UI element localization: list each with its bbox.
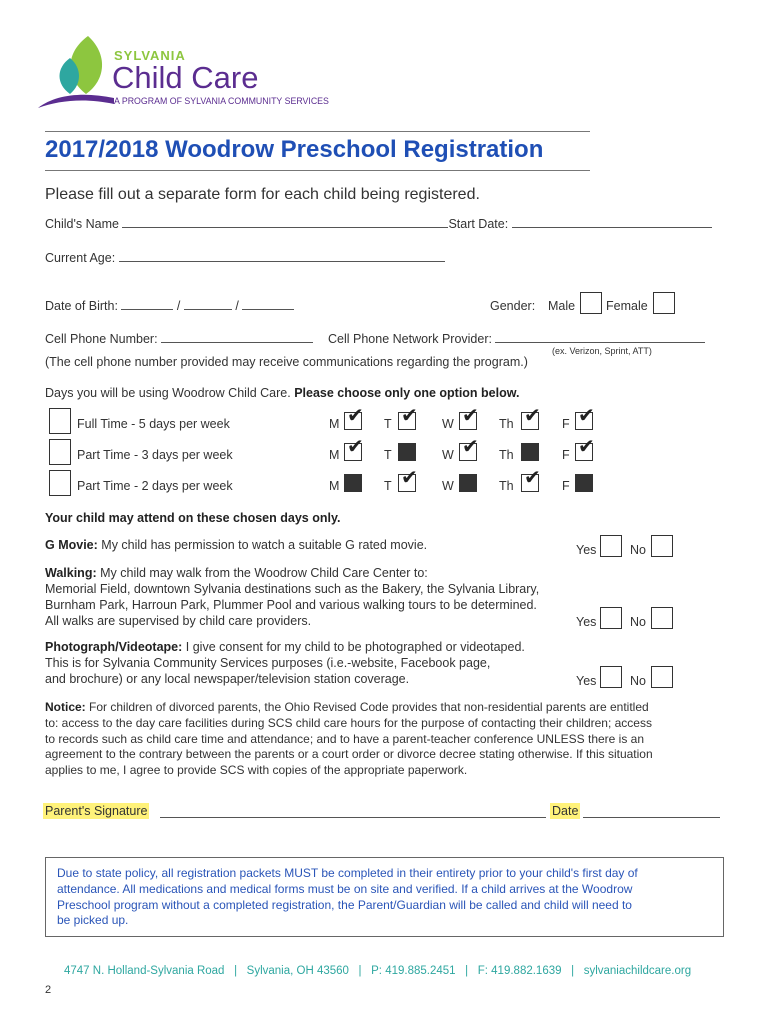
day-label: W bbox=[442, 448, 454, 462]
dob-year-field[interactable] bbox=[242, 309, 294, 310]
g-movie-no-checkbox[interactable] bbox=[651, 535, 673, 557]
walking-yes-checkbox[interactable] bbox=[600, 607, 622, 629]
days-note: Your child may attend on these chosen days only. bbox=[45, 511, 341, 525]
option-checkbox[interactable] bbox=[49, 439, 71, 465]
walking-text: All walks are supervised by child care providers. bbox=[45, 614, 312, 628]
cell-provider-field[interactable] bbox=[495, 342, 705, 343]
photo-yes-checkbox[interactable] bbox=[600, 666, 622, 688]
cell-provider-label: Cell Phone Network Provider: bbox=[328, 332, 492, 346]
checkmark-icon: ✔ bbox=[524, 403, 541, 427]
title-rule-bottom bbox=[45, 170, 590, 171]
photo-yes-label: Yes bbox=[576, 674, 597, 688]
dob-row bbox=[45, 299, 294, 313]
male-label: Male bbox=[548, 299, 576, 313]
cell-phone-label: Cell Phone Number: bbox=[45, 332, 158, 346]
day-checkbox[interactable] bbox=[459, 403, 479, 430]
day-label: Th bbox=[499, 448, 514, 462]
cell-provider-row bbox=[328, 332, 705, 346]
footer-address: 4747 N. Holland-Sylvania Road bbox=[64, 965, 225, 977]
cell-phone-row bbox=[45, 332, 313, 346]
cell-phone-field[interactable] bbox=[161, 342, 313, 343]
day-label: M bbox=[329, 448, 340, 462]
days-intro-bold: Please choose only one option below. bbox=[294, 386, 520, 400]
notice-text: to: access to the day care facilities during SCS child care hours for the purpose of contacting their children; access bbox=[45, 715, 652, 730]
date-label: Date bbox=[552, 804, 579, 818]
g-movie-title: G Movie: bbox=[45, 538, 98, 552]
walking-yes-label: Yes bbox=[576, 615, 597, 629]
checkmark-icon: ✔ bbox=[347, 434, 364, 458]
walking-no-label: No bbox=[630, 615, 646, 629]
checkmark-icon: ✔ bbox=[524, 465, 541, 489]
male-checkbox[interactable] bbox=[580, 292, 602, 314]
day-label: T bbox=[384, 448, 392, 462]
option-label: Part Time - 3 days per week bbox=[77, 448, 233, 462]
day-label: W bbox=[442, 417, 454, 431]
day-checkbox[interactable] bbox=[521, 443, 539, 461]
footer-separator: | bbox=[571, 965, 575, 977]
day-checkbox[interactable] bbox=[344, 474, 362, 492]
footer-separator: | bbox=[234, 965, 238, 977]
checkmark-icon: ✔ bbox=[401, 403, 418, 427]
start-date-label: Start Date: bbox=[448, 217, 509, 231]
option-label: Part Time - 2 days per week bbox=[77, 479, 233, 493]
logo bbox=[36, 32, 356, 112]
footer-city: Sylvania, OH 43560 bbox=[246, 965, 349, 977]
day-label: Th bbox=[499, 479, 514, 493]
footer-separator: | bbox=[465, 965, 469, 977]
title-rule-top bbox=[45, 131, 590, 132]
day-checkbox[interactable] bbox=[521, 465, 541, 492]
day-label: M bbox=[329, 479, 340, 493]
childs-name-label: Child's Name bbox=[45, 217, 119, 231]
g-movie-no-label: No bbox=[630, 543, 646, 557]
day-label: F bbox=[562, 417, 570, 431]
day-checkbox[interactable] bbox=[344, 434, 364, 461]
gender-label: Gender: bbox=[490, 299, 536, 313]
start-date-field[interactable] bbox=[512, 227, 712, 228]
checkmark-icon: ✔ bbox=[347, 403, 364, 427]
subtitle: Please fill out a separate form for each child being registered. bbox=[45, 186, 480, 203]
day-checkbox[interactable] bbox=[575, 434, 595, 461]
day-label: T bbox=[384, 479, 392, 493]
walking-no-checkbox[interactable] bbox=[651, 607, 673, 629]
day-label: M bbox=[329, 417, 340, 431]
day-label: Th bbox=[499, 417, 514, 431]
dob-label: Date of Birth: bbox=[45, 299, 118, 313]
brand-top: SYLVANIA bbox=[114, 48, 186, 63]
checkmark-icon: ✔ bbox=[462, 403, 479, 427]
option-checkbox[interactable] bbox=[49, 408, 71, 434]
dob-month-field[interactable] bbox=[121, 309, 173, 310]
policy-text: Due to state policy, all registration packets MUST be completed in their entirety prior to your child's first day of bbox=[57, 866, 638, 880]
footer bbox=[64, 965, 691, 977]
policy-text: be picked up. bbox=[57, 913, 129, 928]
photo-title: Photograph/Videotape: bbox=[45, 640, 183, 654]
parent-signature-label: Parent's Signature bbox=[45, 804, 148, 818]
brand-tagline: A PROGRAM OF SYLVANIA COMMUNITY SERVICES bbox=[114, 96, 329, 106]
day-checkbox[interactable] bbox=[459, 474, 477, 492]
day-label: W bbox=[442, 479, 454, 493]
female-label: Female bbox=[606, 299, 648, 313]
g-movie-yes-checkbox[interactable] bbox=[600, 535, 622, 557]
day-checkbox[interactable] bbox=[575, 403, 595, 430]
day-checkbox[interactable] bbox=[398, 465, 418, 492]
checkmark-icon: ✔ bbox=[462, 434, 479, 458]
photo-block bbox=[45, 639, 525, 687]
checkmark-icon: ✔ bbox=[578, 403, 595, 427]
page-title: 2017/2018 Woodrow Preschool Registration bbox=[45, 136, 544, 163]
day-checkbox[interactable] bbox=[521, 403, 541, 430]
day-checkbox[interactable] bbox=[398, 443, 416, 461]
checkmark-icon: ✔ bbox=[401, 465, 418, 489]
childs-name-row bbox=[45, 217, 712, 231]
g-movie-text: My child has permission to watch a suitable G rated movie. bbox=[101, 538, 428, 552]
footer-website[interactable]: sylvaniachildcare.org bbox=[583, 965, 692, 977]
signature-date-field[interactable] bbox=[583, 817, 720, 818]
notice-title: Notice: bbox=[45, 700, 86, 714]
notice-text: to records such as child care time and attendance; and to have a parent-teacher conference UNLESS there is an bbox=[45, 731, 645, 746]
current-age-label: Current Age: bbox=[45, 251, 116, 265]
female-checkbox[interactable] bbox=[653, 292, 675, 314]
notice-text: agreement to the contrary between the parents or a court order or divorce decree stating otherwise. If this situation bbox=[45, 747, 653, 762]
tree-logo-icon bbox=[36, 32, 116, 112]
walking-text: Burnham Park, Harroun Park, Plummer Pool and various walking tours to be determined. bbox=[45, 598, 537, 612]
policy-text: Preschool program without a completed registration, the Parent/Guardian will be called and child will need to bbox=[57, 897, 632, 912]
footer-fax: F: 419.882.1639 bbox=[477, 965, 562, 977]
g-movie-yes-label: Yes bbox=[576, 543, 597, 557]
brand-main: Child Care bbox=[112, 60, 259, 95]
walking-text: My child may walk from the Woodrow Child Care Center to: bbox=[100, 566, 428, 580]
days-intro bbox=[45, 386, 519, 400]
current-age-row bbox=[45, 251, 445, 265]
photo-text: This is for Sylvania Community Services purposes (i.e.-website, Facebook page, bbox=[45, 656, 491, 670]
g-movie-row bbox=[45, 538, 427, 552]
day-checkbox[interactable] bbox=[575, 474, 593, 492]
photo-text: and brochure) or any local newspaper/television station coverage. bbox=[45, 672, 410, 686]
checkmark-icon: ✔ bbox=[578, 434, 595, 458]
notice-block bbox=[45, 700, 735, 779]
childs-name-field[interactable] bbox=[122, 227, 448, 228]
day-checkbox[interactable] bbox=[459, 434, 479, 461]
provider-example: (ex. Verizon, Sprint, ATT) bbox=[552, 346, 652, 356]
photo-no-label: No bbox=[630, 674, 646, 688]
walking-title: Walking: bbox=[45, 566, 97, 580]
days-intro-text: Days you will be using Woodrow Child Care. bbox=[45, 386, 291, 400]
dob-separator: / bbox=[176, 299, 181, 313]
option-label: Full Time - 5 days per week bbox=[77, 417, 230, 431]
photo-no-checkbox[interactable] bbox=[651, 666, 673, 688]
day-label: F bbox=[562, 479, 570, 493]
notice-text: For children of divorced parents, the Ohio Revised Code provides that non-residential parents are entitled bbox=[89, 700, 649, 714]
dob-separator: / bbox=[235, 299, 239, 313]
dob-day-field[interactable] bbox=[184, 309, 232, 310]
option-checkbox[interactable] bbox=[49, 470, 71, 496]
day-checkbox[interactable] bbox=[344, 403, 364, 430]
policy-text: attendance. All medications and medical forms must be on site and verified. If a child arrives at the Woodrow bbox=[57, 881, 633, 896]
day-checkbox[interactable] bbox=[398, 403, 418, 430]
day-label: F bbox=[562, 448, 570, 462]
day-label: T bbox=[384, 417, 392, 431]
walking-text: Memorial Field, downtown Sylvania destinations such as the Bakery, the Sylvania Library, bbox=[45, 582, 540, 596]
current-age-field[interactable] bbox=[119, 261, 445, 262]
cell-note: (The cell phone number provided may receive communications regarding the program.) bbox=[45, 355, 528, 369]
parent-signature-field[interactable] bbox=[160, 817, 546, 818]
footer-phone: P: 419.885.2451 bbox=[371, 965, 456, 977]
page-number: 2 bbox=[45, 984, 52, 996]
walking-block bbox=[45, 565, 539, 629]
notice-text: applies to me, I agree to provide SCS with copies of the appropriate paperwork. bbox=[45, 763, 468, 778]
policy-box bbox=[45, 857, 724, 937]
photo-text: I give consent for my child to be photographed or videotaped. bbox=[185, 640, 525, 654]
footer-separator: | bbox=[358, 965, 362, 977]
